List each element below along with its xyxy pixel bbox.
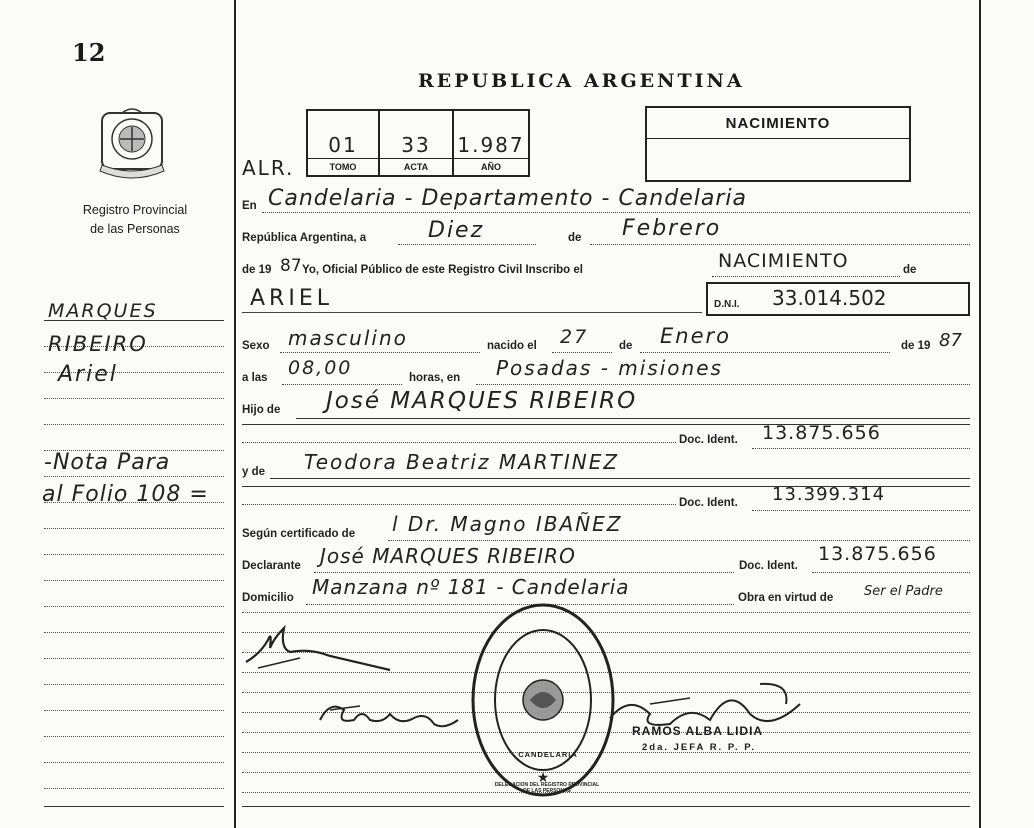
time-value: 08,00 xyxy=(288,357,353,379)
registry-emblem-icon xyxy=(96,105,168,185)
oficial-text: Yo, Oficial Público de este Registro Civil Inscribo el xyxy=(302,264,583,276)
declarante-label: Declarante xyxy=(242,560,301,572)
sidebar-surname-1: MARQUES xyxy=(48,300,158,322)
dni-value: 33.014.502 xyxy=(772,286,887,310)
horas-label: horas, en xyxy=(409,372,461,384)
sidebar-given-name: Ariel xyxy=(58,362,118,387)
registration-year-value: 87 xyxy=(280,256,302,276)
declarante-signature-icon xyxy=(240,618,420,678)
domicilio-label: Domicilio xyxy=(242,592,294,604)
birth-year-value: 87 xyxy=(939,330,962,351)
father-doc-dots xyxy=(242,432,676,443)
declarante-doc-value: 13.875.656 xyxy=(818,543,937,565)
month-value: Febrero xyxy=(622,216,722,241)
registry-name: Registro Provincial xyxy=(82,203,188,217)
stamp-location: CANDELARIA xyxy=(518,750,578,759)
act-type-box xyxy=(645,106,911,182)
sidebar-note-line-1: -Nota Para xyxy=(44,450,171,475)
hijo-label: Hijo de xyxy=(242,404,281,416)
dni-label: D.N.I. xyxy=(714,299,740,310)
tomo-value: 01 xyxy=(328,133,358,157)
cert-value: l Dr. Magno IBAÑEZ xyxy=(392,512,623,536)
child-name-value: ARIEL xyxy=(250,286,333,311)
alas-label: a las xyxy=(242,372,268,384)
tomo-label: TOMO xyxy=(329,162,357,172)
sexo-label: Sexo xyxy=(242,340,270,352)
sexo-value: masculino xyxy=(288,326,408,350)
obra-label: Obra en virtud de xyxy=(738,592,834,604)
official-stamp-icon xyxy=(468,600,618,800)
anio-label: AÑO xyxy=(481,162,501,172)
birth-place-value: Posadas - misiones xyxy=(496,356,723,380)
mother-doc-dots xyxy=(242,494,676,505)
day-value: Diez xyxy=(428,218,485,243)
domicilio-value: Manzana nº 181 - Candelaria xyxy=(312,575,630,599)
yde-label: y de xyxy=(242,466,266,478)
country-title: REPUBLICA ARGENTINA xyxy=(418,70,745,92)
cert-label: Según certificado de xyxy=(242,528,356,540)
en-label: En xyxy=(242,200,257,212)
sidebar-note-line-2: al Folio 108 = xyxy=(42,482,209,507)
left-column-border xyxy=(234,0,236,828)
svg-text:★: ★ xyxy=(536,769,550,785)
father-doc-value: 13.875.656 xyxy=(762,422,881,444)
acta-label: ACTA xyxy=(403,162,429,172)
republica-label: República Argentina, a xyxy=(242,232,367,244)
de-final-label: de xyxy=(903,264,917,276)
record-prefix: ALR. xyxy=(242,156,295,180)
obra-value: Ser el Padre xyxy=(864,584,943,599)
anio-value: 1.987 xyxy=(457,133,525,157)
father-line-1 xyxy=(296,418,970,419)
mother-doc-value: 13.399.314 xyxy=(772,484,886,505)
registry-subname: de las Personas xyxy=(90,222,180,236)
mother-value: Teodora Beatriz MARTINEZ xyxy=(304,450,620,474)
act-written-value: NACIMIENTO xyxy=(718,250,849,272)
mother-doc-label: Doc. Ident. xyxy=(679,497,738,509)
birth-de-label: de xyxy=(619,340,633,352)
witness-signature-icon xyxy=(310,690,470,740)
signer-title: 2da. JEFA R. P. P. xyxy=(642,742,756,753)
birth-day-value: 27 xyxy=(560,326,589,348)
de19b-label: de 19 xyxy=(901,340,931,352)
acta-value: 33 xyxy=(401,133,431,157)
sidebar-ruled-lines xyxy=(44,320,224,820)
father-value: José MARQUES RIBEIRO xyxy=(326,388,638,414)
father-doc-label: Doc. Ident. xyxy=(679,434,738,446)
sidebar-surname-2: RIBEIRO xyxy=(48,332,148,356)
declarante-doc-label: Doc. Ident. xyxy=(739,560,798,572)
de19-label: de 19 xyxy=(242,264,272,276)
right-column-border xyxy=(979,0,981,828)
nacido-label: nacido el xyxy=(487,340,537,352)
tomo-acta-anio-box xyxy=(306,109,530,177)
signer-name: RAMOS ALBA LIDIA xyxy=(632,724,764,738)
place-value: Candelaria - Departamento - Candelaria xyxy=(268,186,747,211)
mother-line-1 xyxy=(270,478,970,479)
folio-number: 12 xyxy=(72,38,106,67)
act-type-title: NACIMIENTO xyxy=(725,115,831,132)
declarante-value: José MARQUES RIBEIRO xyxy=(320,544,576,568)
birth-month-value: Enero xyxy=(660,324,731,348)
de-label: de xyxy=(568,232,582,244)
stamp-text: DELEGACION DEL REGISTRO PROVINCIAL DE LAS PERSONAS xyxy=(494,782,600,794)
